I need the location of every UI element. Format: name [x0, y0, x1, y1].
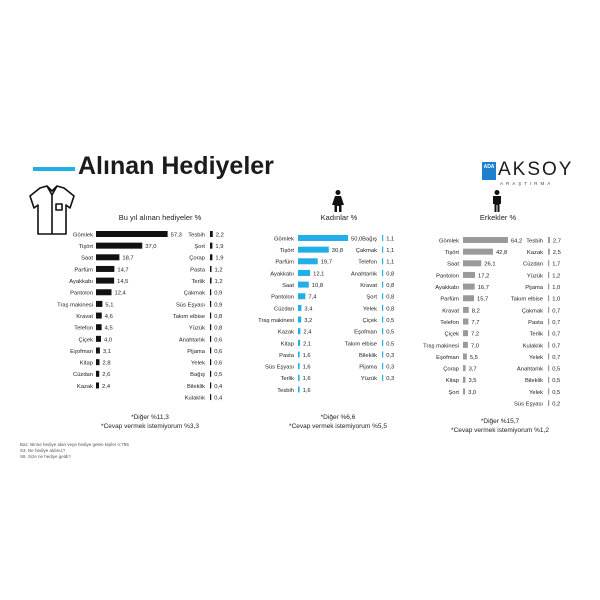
- male-bar: [463, 342, 468, 348]
- male-chart-title: Erkekler %: [479, 213, 517, 222]
- female-bar: [382, 235, 383, 241]
- female-value-label: 1,6: [302, 376, 311, 383]
- female-value-label: 0,8: [386, 306, 395, 313]
- female-category-label: Kazak: [277, 329, 294, 336]
- overall-value-label: 5,1: [105, 302, 114, 309]
- male-footnote-noanswer: *Cevap vermek istemiyorum %1,2: [451, 427, 549, 434]
- female-bar: [298, 317, 301, 323]
- male-bar: [548, 319, 549, 325]
- overall-value-label: 2,4: [102, 383, 111, 390]
- overall-category-label: Cüzdan: [73, 372, 93, 379]
- female-bar: [298, 352, 300, 358]
- female-category-label: Cüzdan: [274, 306, 294, 313]
- female-bar: [298, 328, 300, 334]
- overall-category-label: Takım elbise: [172, 313, 205, 320]
- overall-bar: [210, 266, 212, 272]
- overall-category-label: Yüzük: [188, 325, 205, 332]
- male-category-label: Saat: [447, 261, 459, 268]
- male-category-label: Yelek: [529, 354, 543, 361]
- female-category-label: Bağış: [362, 236, 377, 243]
- overall-bar: [210, 289, 211, 295]
- overall-bar: [96, 278, 114, 284]
- overall-category-label: Pasta: [190, 267, 205, 274]
- female-bar: [298, 375, 300, 381]
- shirt-icon: [30, 186, 74, 234]
- overall-bar: [210, 394, 211, 400]
- male-bar: [463, 365, 466, 371]
- overall-value-label: 0,6: [214, 360, 223, 367]
- male-bar: [548, 249, 550, 255]
- overall-category-label: Bileklik: [186, 383, 205, 390]
- female-bar: [298, 386, 300, 392]
- male-bar: [548, 260, 549, 266]
- male-category-label: Tişört: [444, 250, 459, 257]
- overall-value-label: 0,5: [214, 372, 223, 379]
- female-bar: [298, 247, 329, 253]
- overall-category-label: Yelek: [191, 360, 205, 367]
- female-category-label: Kravat: [360, 283, 377, 289]
- overall-category-label: Tesbih: [188, 232, 205, 239]
- male-category-label: Tesbih: [526, 238, 543, 245]
- overall-bar: [210, 313, 211, 319]
- male-value-label: 1,0: [552, 285, 561, 291]
- female-value-label: 1,1: [386, 236, 395, 243]
- female-bar: [382, 352, 383, 358]
- overall-category-label: Çakmak: [183, 290, 205, 297]
- female-bar: [382, 293, 383, 299]
- overall-bar: [210, 301, 211, 307]
- male-value-label: 5,5: [469, 354, 478, 361]
- male-bar: [463, 260, 481, 266]
- overall-value-label: 1,2: [214, 279, 223, 285]
- female-bar: [382, 270, 383, 276]
- female-category-label: Süs Eşyası: [265, 364, 294, 371]
- overall-category-label: Traş makinesi: [57, 302, 93, 309]
- overall-category-label: Çiçek: [78, 337, 93, 344]
- male-category-label: Bileklik: [524, 378, 543, 385]
- female-bar: [382, 375, 383, 381]
- female-bar: [298, 282, 309, 288]
- female-category-label: Tesbih: [277, 387, 294, 394]
- female-value-label: 2,4: [303, 329, 312, 336]
- female-bar: [298, 340, 300, 346]
- overall-value-label: 37,0: [145, 244, 157, 251]
- male-bar: [548, 272, 549, 278]
- female-value-label: 1,1: [386, 248, 395, 255]
- overall-category-label: Pijama: [187, 348, 205, 355]
- overall-bar: [96, 336, 101, 342]
- overall-category-label: Ayakkabı: [69, 279, 93, 285]
- male-category-label: Cüzdan: [523, 261, 543, 268]
- male-category-label: Çakmak: [521, 308, 543, 315]
- female-value-label: 12,1: [313, 271, 325, 278]
- male-category-label: Gömlek: [439, 238, 459, 245]
- overall-bar: [210, 348, 211, 354]
- female-bar: [382, 317, 383, 323]
- male-category-label: Pasta: [528, 319, 543, 326]
- male-bar: [463, 249, 493, 255]
- female-category-label: Pantolon: [271, 294, 294, 301]
- overall-bar: [210, 324, 211, 330]
- male-value-label: 26,1: [484, 261, 496, 268]
- male-value-label: 1,2: [552, 273, 561, 280]
- overall-bar: [96, 313, 102, 319]
- overall-bar: [210, 254, 212, 260]
- overall-bar: [96, 371, 99, 377]
- female-category-label: Pasta: [279, 352, 294, 359]
- male-value-label: 0,7: [552, 343, 561, 350]
- male-category-label: Takım elbise: [510, 296, 543, 303]
- male-category-label: Kitap: [445, 378, 459, 385]
- male-bar: [463, 295, 474, 301]
- male-category-label: Pijama: [525, 285, 543, 291]
- male-category-label: Eşofman: [436, 354, 459, 361]
- male-value-label: 3,0: [468, 389, 477, 396]
- overall-category-label: Süs Eşyası: [176, 302, 205, 309]
- overall-category-label: Terlik: [191, 279, 205, 285]
- male-value-label: 1,0: [552, 296, 561, 303]
- female-value-label: 0,5: [386, 329, 395, 336]
- male-bar: [463, 377, 465, 383]
- female-value-label: 0,3: [386, 364, 395, 371]
- overall-category-label: Kulaklık: [184, 395, 205, 402]
- source-note: S8. Size ne hediye geldi?: [20, 454, 71, 459]
- male-value-label: 0,7: [552, 319, 561, 326]
- overall-bar: [210, 382, 211, 388]
- male-bar: [463, 388, 465, 394]
- female-category-label: Terlik: [280, 376, 294, 383]
- male-value-label: 0,2: [552, 401, 561, 408]
- overall-category-label: Telefon: [74, 325, 93, 332]
- overall-bar: [210, 359, 211, 365]
- female-bar: [382, 258, 383, 264]
- overall-bar: [96, 243, 142, 249]
- female-value-label: 0,3: [386, 352, 395, 359]
- overall-value-label: 4,6: [104, 313, 113, 320]
- female-category-label: Şort: [366, 294, 377, 301]
- logo-subtitle: ARAŞTIRMA: [500, 181, 554, 186]
- male-value-label: 0,5: [552, 378, 561, 385]
- overall-value-label: 4,0: [104, 337, 113, 344]
- male-value-label: 8,2: [471, 308, 480, 315]
- female-value-label: 19,7: [320, 259, 332, 266]
- male-footnote-other: *Diğer %15,7: [480, 418, 520, 425]
- male-category-label: Traş makinesi: [423, 343, 459, 350]
- male-value-label: 7,7: [471, 319, 480, 326]
- male-category-label: Ayakkabı: [435, 285, 459, 291]
- male-value-label: 3,7: [468, 366, 477, 373]
- female-category-label: Çakmak: [355, 248, 377, 255]
- male-bar: [548, 307, 549, 313]
- male-bar: [548, 295, 549, 301]
- overall-bar: [210, 231, 213, 237]
- female-category-label: Yelek: [363, 306, 377, 313]
- female-category-label: Anahtarlık: [350, 271, 377, 278]
- logo-badge: ADA: [482, 162, 496, 180]
- male-value-label: 3,5: [468, 378, 477, 385]
- overall-bar: [210, 278, 212, 284]
- overall-category-label: Pantolon: [70, 290, 93, 297]
- overall-value-label: 2,8: [102, 360, 111, 367]
- overall-value-label: 0,9: [214, 290, 223, 297]
- male-value-label: 2,7: [552, 238, 561, 245]
- male-category-label: Terlik: [529, 331, 543, 338]
- female-value-label: 30,8: [331, 248, 344, 255]
- overall-value-label: 0,8: [214, 325, 223, 332]
- male-bar: [463, 237, 508, 243]
- overall-bar: [96, 289, 112, 295]
- male-value-label: 0,7: [552, 354, 561, 361]
- male-bar: [548, 365, 549, 371]
- male-bar: [463, 284, 475, 290]
- male-bar: [463, 330, 468, 336]
- female-bar: [382, 305, 383, 311]
- female-category-label: Saat: [282, 283, 294, 289]
- female-category-label: Yüzük: [360, 376, 377, 383]
- male-value-label: 0,7: [552, 331, 561, 338]
- male-value-label: 7,0: [470, 343, 479, 350]
- female-category-label: Eşofman: [354, 329, 377, 336]
- overall-bar: [210, 336, 211, 342]
- overall-value-label: 1,9: [215, 255, 224, 262]
- female-value-label: 7,4: [308, 294, 317, 301]
- page-title: Alınan Hediyeler: [78, 152, 274, 180]
- male-bar: [548, 330, 549, 336]
- female-value-label: 0,5: [386, 317, 395, 324]
- male-category-label: Çorap: [443, 366, 459, 373]
- female-chart-title: Kadınlar %: [320, 213, 358, 222]
- female-value-label: 0,3: [386, 376, 395, 383]
- female-bar: [298, 235, 348, 241]
- male-bar: [548, 377, 549, 383]
- overall-bar: [96, 382, 99, 388]
- male-bar: [463, 272, 475, 278]
- male-value-label: 42,8: [495, 250, 508, 257]
- source-notes: [20, 442, 129, 460]
- female-value-label: 50,0: [351, 236, 363, 243]
- female-value-label: 0,8: [386, 294, 395, 301]
- overall-category-label: Çorap: [189, 255, 205, 262]
- male-value-label: 16,7: [477, 285, 489, 291]
- male-bar: [548, 354, 549, 360]
- male-value-label: 2,5: [552, 250, 561, 257]
- female-value-label: 0,8: [386, 283, 395, 289]
- overall-category-label: Şort: [194, 244, 205, 251]
- overall-bar: [96, 348, 100, 354]
- male-category-label: Süs Eşyası: [514, 401, 543, 408]
- female-bar: [382, 282, 383, 288]
- male-category-label: Çiçek: [444, 331, 459, 338]
- male-bar: [548, 237, 550, 243]
- female-value-label: 1,6: [302, 352, 311, 359]
- overall-category-label: Kazak: [76, 383, 93, 390]
- overall-footnote-noanswer: *Cevap vermek istemiyorum %3,3: [101, 423, 199, 430]
- female-value-label: 1,1: [386, 259, 395, 266]
- male-category-label: Kazak: [526, 250, 543, 257]
- overall-value-label: 0,4: [214, 383, 223, 390]
- male-category-label: Parfüm: [440, 296, 459, 303]
- female-value-label: 3,2: [304, 317, 313, 324]
- female-value-label: 2,1: [303, 341, 312, 348]
- overall-value-label: 18,7: [122, 255, 134, 262]
- female-bar: [298, 293, 305, 299]
- female-value-label: 1,6: [302, 364, 311, 371]
- overall-bar: [210, 371, 211, 377]
- male-category-label: Telefon: [440, 319, 459, 326]
- overall-value-label: 0,4: [214, 395, 223, 402]
- male-category-label: Yelek: [529, 389, 543, 396]
- logo-name: AKSOY: [498, 159, 574, 180]
- male-bar: [463, 354, 467, 360]
- female-value-label: 10,8: [311, 283, 324, 289]
- overall-chart-title: Bu yıl alınan hediyeler %: [118, 213, 202, 222]
- overall-category-label: Tişört: [78, 244, 93, 251]
- male-bar: [463, 307, 469, 313]
- male-value-label: 64,2: [510, 238, 523, 245]
- overall-bar: [96, 231, 168, 237]
- female-category-label: Takım elbise: [344, 341, 377, 348]
- overall-value-label: 14,5: [117, 279, 129, 285]
- female-footnote-other: *Diğer %6,6: [320, 414, 356, 421]
- female-bar: [382, 363, 383, 369]
- overall-value-label: 0,8: [214, 313, 223, 320]
- overall-footnote-other: *Diğer %11,3: [131, 414, 169, 421]
- overall-value-label: 2,6: [102, 372, 111, 379]
- female-bar: [298, 363, 300, 369]
- male-category-label: Kulaklık: [522, 343, 543, 350]
- male-category-label: Pantolon: [436, 273, 459, 280]
- overall-category-label: Gömlek: [73, 232, 93, 239]
- overall-value-label: 3,1: [102, 348, 111, 355]
- male-value-label: 17,2: [478, 273, 490, 280]
- female-category-label: Parfüm: [275, 259, 294, 266]
- male-category-label: Yüzük: [526, 273, 543, 280]
- female-value-label: 1,6: [302, 387, 311, 394]
- overall-bar: [96, 266, 114, 272]
- male-value-label: 7,2: [471, 331, 480, 338]
- female-bar: [382, 328, 383, 334]
- overall-value-label: 0,6: [214, 337, 223, 344]
- source-note: S3. Ne hediye aldınız?: [20, 448, 66, 453]
- overall-category-label: Kitap: [79, 360, 93, 367]
- male-value-label: 15,7: [476, 296, 489, 303]
- overall-value-label: 12,4: [114, 290, 126, 297]
- female-value-label: 0,5: [386, 341, 395, 348]
- overall-value-label: 0,6: [214, 348, 223, 355]
- overall-category-label: Kravat: [76, 313, 93, 320]
- female-bar: [298, 270, 310, 276]
- male-value-label: 1,7: [552, 261, 561, 268]
- male-bar: [548, 388, 549, 394]
- male-bar: [548, 342, 549, 348]
- male-category-label: Şort: [448, 389, 459, 396]
- overall-category-label: Eşofman: [70, 348, 93, 355]
- female-bar: [298, 258, 318, 264]
- overall-bar: [210, 243, 212, 249]
- female-category-label: Çiçek: [362, 317, 377, 324]
- overall-value-label: 57,3: [170, 232, 182, 239]
- overall-value-label: 4,5: [104, 325, 113, 332]
- male-bar: [463, 319, 468, 325]
- female-category-label: Tişört: [279, 248, 294, 255]
- source-note: Baz: Birine hediye alan veya hediye gelen kişiler n:795: [20, 442, 129, 447]
- female-bar: [298, 305, 301, 311]
- overall-bar: [96, 324, 102, 330]
- male-value-label: 0,5: [552, 366, 561, 373]
- female-category-label: Traş makinesi: [258, 317, 294, 324]
- female-category-label: Bileklik: [358, 352, 377, 359]
- overall-value-label: 0,9: [214, 302, 223, 309]
- female-bar: [382, 247, 383, 253]
- overall-bar: [96, 254, 119, 260]
- overall-value-label: 1,9: [215, 244, 224, 251]
- overall-category-label: Anahtarlık: [178, 337, 205, 344]
- female-category-label: Kitap: [280, 341, 294, 348]
- female-category-label: Pijama: [359, 364, 377, 371]
- overall-category-label: Saat: [81, 255, 93, 262]
- female-footnote-noanswer: *Cevap vermek istemiyorum %5,5: [289, 423, 387, 430]
- female-category-label: Gömlek: [274, 236, 294, 243]
- overall-value-label: 14,7: [117, 267, 129, 274]
- overall-category-label: Parfüm: [74, 267, 93, 274]
- overall-value-label: 2,2: [215, 232, 224, 239]
- overall-bar: [96, 359, 100, 365]
- male-bar: [548, 284, 549, 290]
- overall-bar: [96, 301, 102, 307]
- female-icon: [332, 190, 344, 212]
- male-value-label: 0,7: [552, 308, 561, 315]
- overall-category-label: Bağış: [190, 372, 205, 379]
- male-category-label: Anahtarlık: [516, 366, 543, 373]
- female-category-label: Telefon: [358, 259, 377, 266]
- female-value-label: 3,4: [304, 306, 313, 313]
- female-bar: [382, 340, 383, 346]
- overall-value-label: 1,2: [214, 267, 223, 274]
- male-value-label: 0,5: [552, 389, 561, 396]
- male-category-label: Kravat: [442, 308, 459, 315]
- male-bar: [548, 400, 549, 406]
- female-value-label: 0,8: [386, 271, 395, 278]
- female-category-label: Ayakkabı: [270, 271, 294, 278]
- male-icon: [493, 190, 501, 212]
